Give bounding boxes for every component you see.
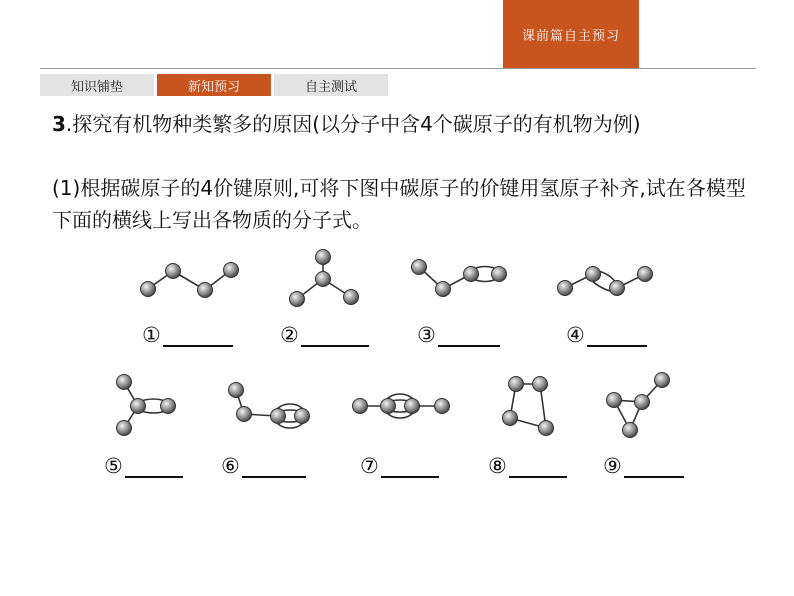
label-number-8: ⑧ (488, 454, 507, 478)
molecule-model-1 (135, 258, 245, 308)
answer-label-1 (142, 323, 233, 347)
answer-blank-8[interactable] (509, 472, 567, 478)
answer-blank-9[interactable] (624, 472, 684, 478)
answer-blank-3[interactable] (438, 341, 500, 347)
answer-label-3 (417, 323, 500, 347)
answer-blank-6[interactable] (242, 472, 306, 478)
molecule-model-2 (283, 245, 373, 315)
answer-blank-2[interactable] (301, 341, 369, 347)
label-number-2: ② (280, 323, 299, 347)
molecule-model-4 (553, 262, 663, 307)
header-divider (40, 68, 756, 69)
answer-blank-4[interactable] (587, 341, 647, 347)
question-text (52, 108, 752, 140)
label-number-7: ⑦ (360, 454, 379, 478)
label-number-6: ⑥ (221, 454, 240, 478)
answer-label-9 (603, 454, 684, 478)
section-tabs (40, 74, 388, 96)
tab-new-knowledge-preview[interactable]: 新知预习 (157, 74, 271, 96)
answer-label-2 (280, 323, 369, 347)
label-number-1: ① (142, 323, 161, 347)
answer-label-7 (360, 454, 439, 478)
label-number-9: ⑨ (603, 454, 622, 478)
answer-label-4 (566, 323, 647, 347)
label-number-5: ⑤ (104, 454, 123, 478)
molecule-model-8 (496, 372, 566, 442)
question-body: .探究有机物种类繁多的原因(以分子中含4个碳原子的有机物为例) (65, 112, 641, 136)
label-number-3: ③ (417, 323, 436, 347)
molecule-model-7 (348, 388, 458, 428)
answer-label-8 (488, 454, 567, 478)
answer-blank-1[interactable] (163, 341, 233, 347)
molecule-model-5 (108, 370, 188, 440)
tab-self-test[interactable]: 自主测试 (274, 74, 388, 96)
label-number-4: ④ (566, 323, 585, 347)
sub-question-text: (1)根据碳原子的4价键原则,可将下图中碳原子的价键用氢原子补齐,试在各模型下面的横线上写出各物质的分子式。 (52, 176, 746, 232)
section-corner-tab: 课前篇自主预习 (503, 0, 639, 68)
answer-blank-5[interactable] (125, 472, 183, 478)
tab-knowledge-base[interactable]: 知识铺垫 (40, 74, 154, 96)
molecule-model-3 (407, 255, 517, 305)
answer-label-6 (221, 454, 306, 478)
answer-label-5 (104, 454, 183, 478)
answer-blank-7[interactable] (381, 472, 439, 478)
molecule-model-6 (222, 378, 322, 438)
question-number: 3 (52, 112, 66, 136)
molecule-model-9 (600, 368, 675, 443)
